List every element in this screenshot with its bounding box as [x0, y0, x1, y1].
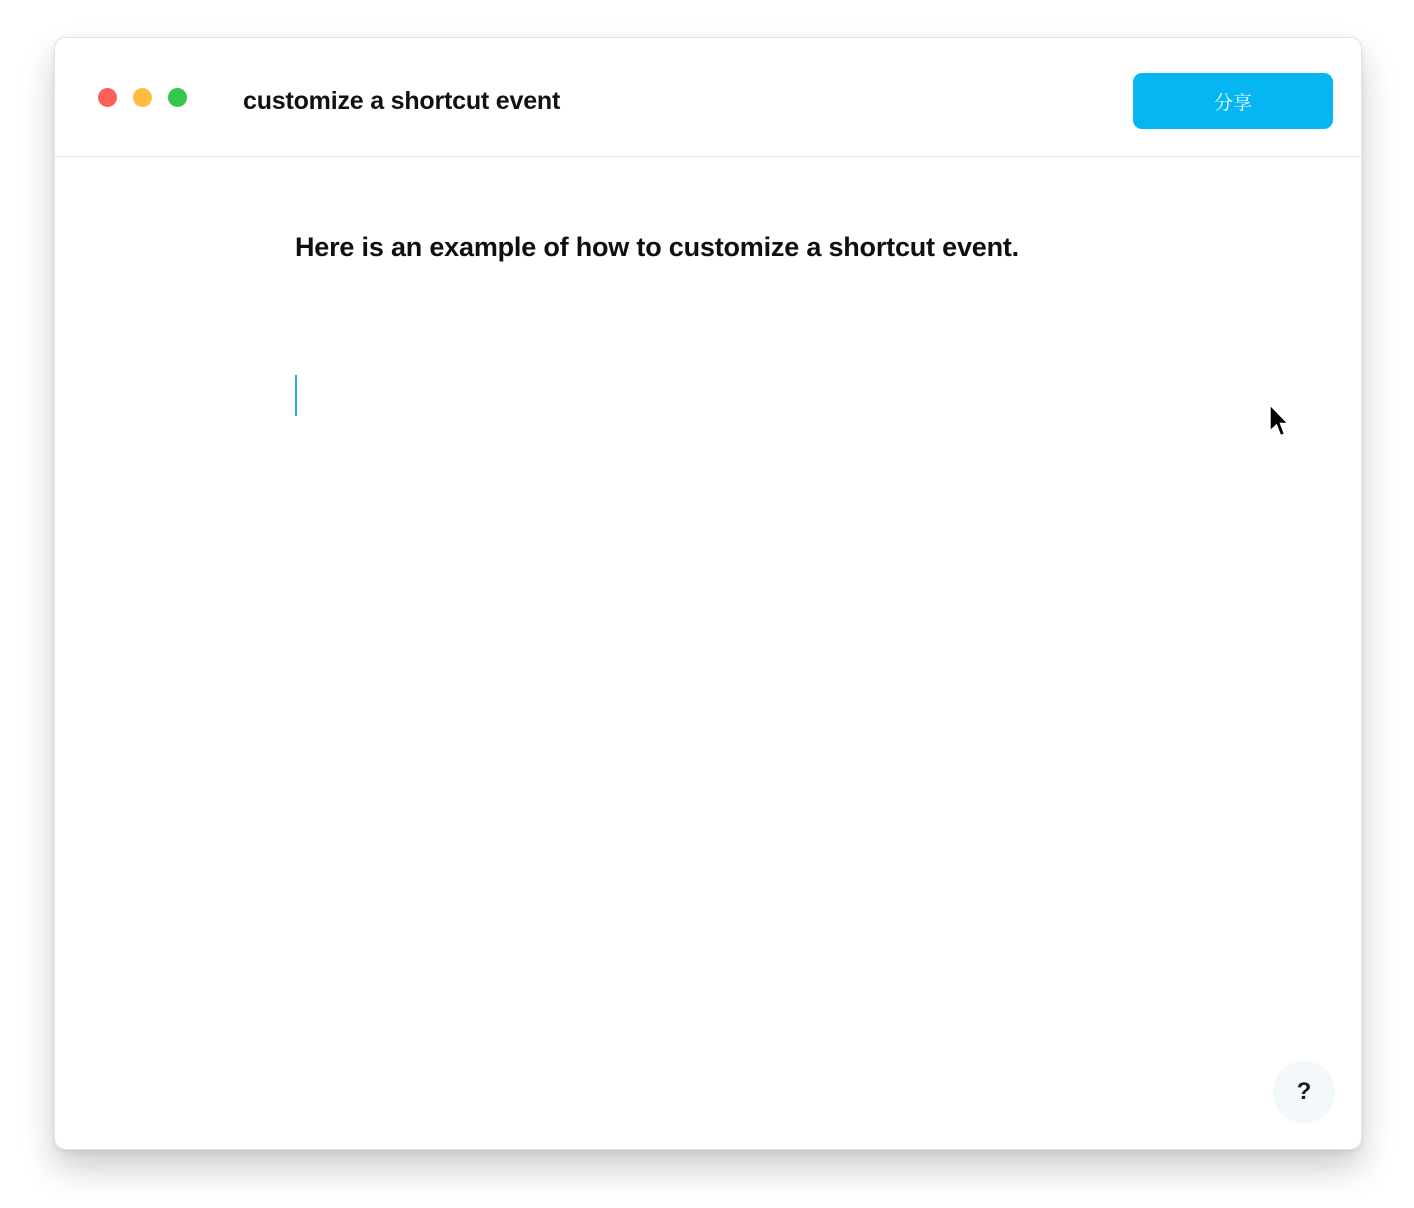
window-controls[interactable]: [98, 88, 187, 107]
page-title: customize a shortcut event: [243, 87, 561, 115]
share-button[interactable]: 分享: [1133, 73, 1333, 129]
minimize-window-icon[interactable]: [133, 88, 152, 107]
close-window-icon[interactable]: [98, 88, 117, 107]
window-titlebar: [55, 38, 1361, 157]
app-window: [54, 37, 1362, 1150]
help-button[interactable]: ?: [1273, 1061, 1335, 1123]
document-heading: Here is an example of how to customize a shortcut event.: [295, 232, 1019, 262]
text-caret: [295, 375, 297, 416]
document-canvas[interactable]: [55, 157, 1361, 1147]
maximize-window-icon[interactable]: [168, 88, 187, 107]
